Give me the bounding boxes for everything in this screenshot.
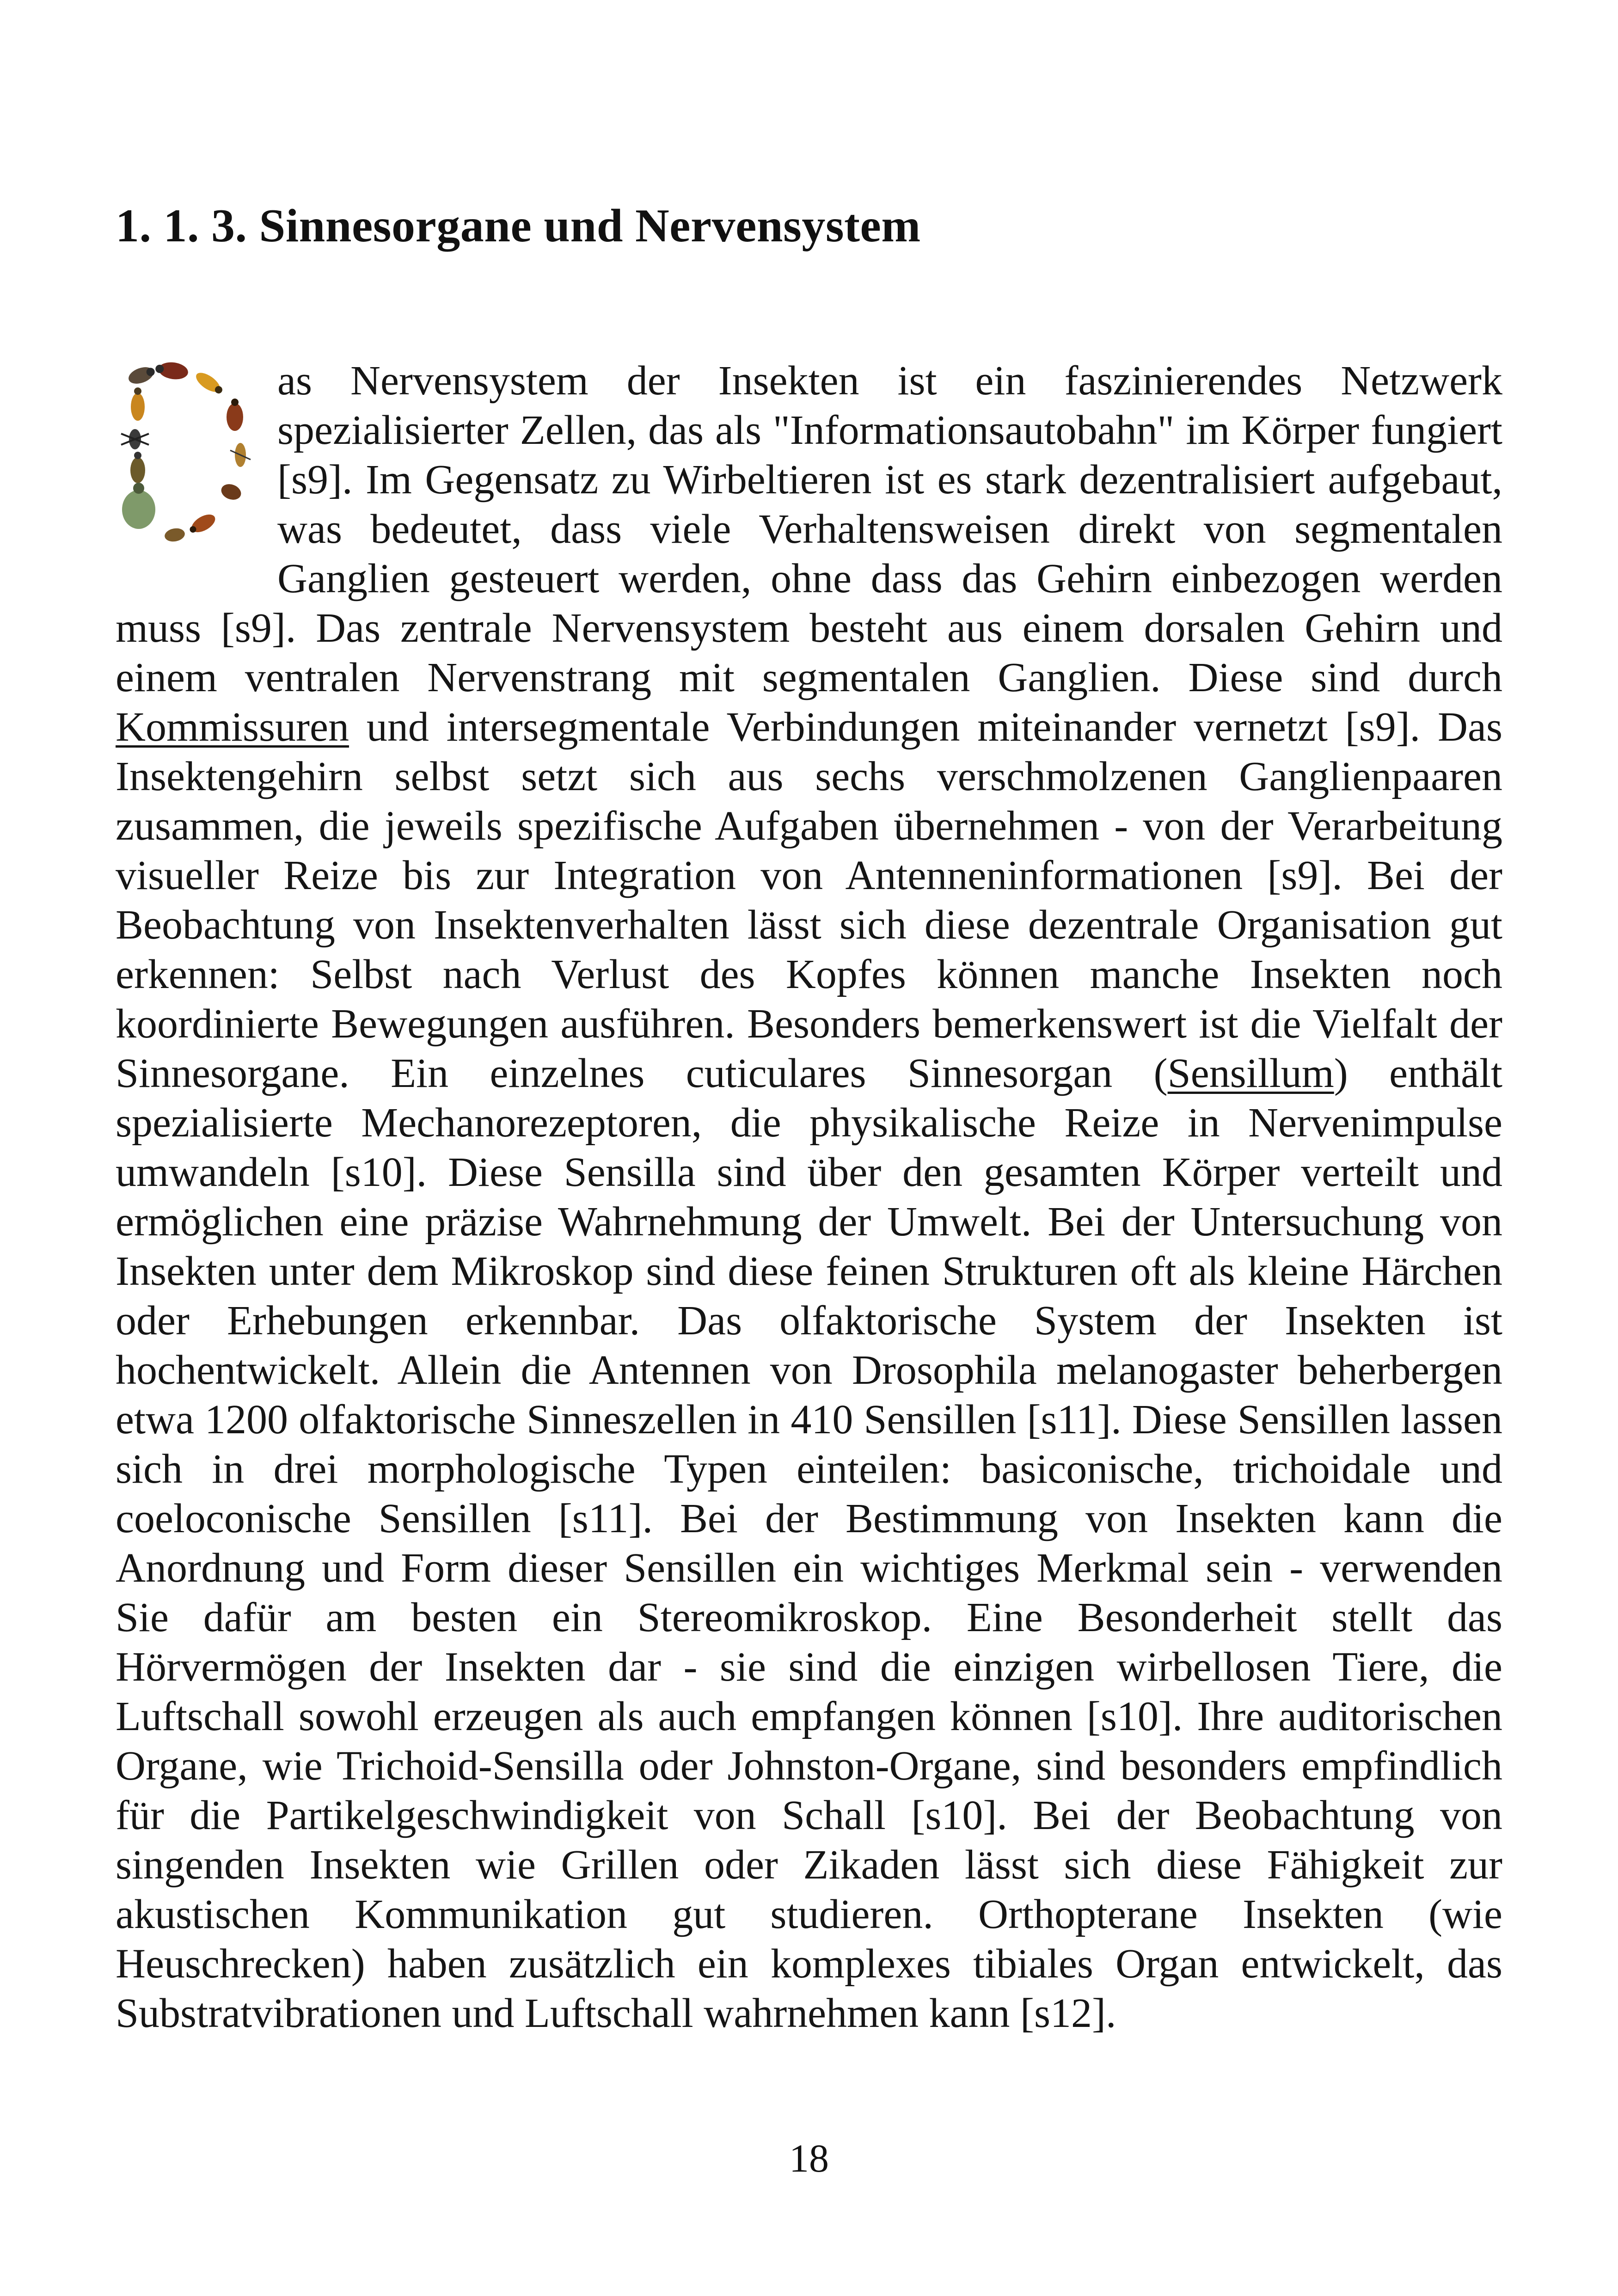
paragraph-text-part-2: und intersegmentale Verbindungen miteinander vernetzt [s9]. Das Insektengehirn selbst setzt sich aus sechs verschmolzenen Ganglienpaaren zusammen, die jeweils spezifische Aufgaben übernehmen - von der Verarbeitung visueller Reize bis zur Integration von Antenneninformationen [s9]. Bei der Beobachtung von Insektenverhalten lässt sich diese dezentrale Organisation gut erkennen: Selbst nach Verlust des Kopfes können manche Insekten noch koordinierte Bewegungen ausführen. Besonders bemerkenswert ist die Vielfalt der Sinnesorgane. Ein einzelnes cuticulares Sinnesorgan ( [116, 704, 1502, 1096]
page-number: 18 [789, 2136, 829, 2180]
section-title: 1. 1. 3. Sinnesorgane und Nervensystem [116, 200, 921, 252]
insect-letter-d-illustration [121, 360, 251, 543]
body-paragraph [116, 356, 1502, 2038]
kommissuren-link[interactable]: Kommissuren [116, 704, 349, 750]
paragraph-text-part-3: ) enthält spezialisierte Mechanorezeptoren, die physikalische Reize in Nervenimpulse umwandeln [s10]. Diese Sensilla sind über den gesamten Körper verteilt und ermöglichen eine präzise Wahrnehmung der Umwelt. Bei der Untersuchung von Insekten unter dem Mikroskop sind diese feinen Strukturen oft als kleine Härchen oder Erhebungen erkennbar. Das olfaktorische System der Insekten ist hochentwickelt. Allein die Antennen von Drosophila melanogaster beherbergen etwa 1200 olfaktorische Sinneszellen in 410 Sensillen [s11]. Diese Sensillen lassen sich in drei morphologische Typen einteilen: basiconische, trichoidale und coeloconische Sensillen [s11]. Bei der Bestimmung von Insekten kann die Anordnung und Form dieser Sensillen ein wichtiges Merkmal sein - verwenden Sie dafür am besten ein Stereomikroskop. Eine Besonderheit stellt das Hörvermögen der Insekten dar - sie sind die einzigen wirbellosen Tiere, die Luftschall sowohl erzeugen als auch empfangen können [s10]. Ihre auditorischen Organe, wie Trichoid-Sensilla oder Johnston-Organe, sind besonders empfindlich für die Partikelgeschwindigkeit von Schall [s10]. Bei der Beobachtung von singenden Insekten wie Grillen oder Zikaden lässt sich diese Fähigkeit zur akustischen Kommunikation gut studieren. Orthopterane Insekten (wie Heuschrecken) haben zusätzlich ein komplexes tibiales Organ entwickelt, das Substratvibrationen und Luftschall wahrnehmen kann [s12]. [116, 1050, 1502, 2036]
sensillum-link[interactable]: Sensillum [1167, 1050, 1334, 1096]
decorative-initial-d-insects [116, 357, 261, 556]
paragraph-text-part-1: as Nervensystem der Insekten ist ein faszinierendes Netzwerk spezialisierter Zellen, das als "Informationsautobahn" im Körper fungiert [s9]. Im Gegensatz zu Wirbeltieren ist es stark dezentralisiert aufgebaut, was bedeutet, dass viele Verhaltensweisen direkt von segmentalen Ganglien gesteuert werden, ohne dass das Gehirn einbezogen werden muss [s9]. Das zentrale Nervensystem besteht aus einem dorsalen Gehirn und einem ventralen Nervenstrang mit segmentalen Ganglien. Diese sind durch [116, 358, 1502, 700]
